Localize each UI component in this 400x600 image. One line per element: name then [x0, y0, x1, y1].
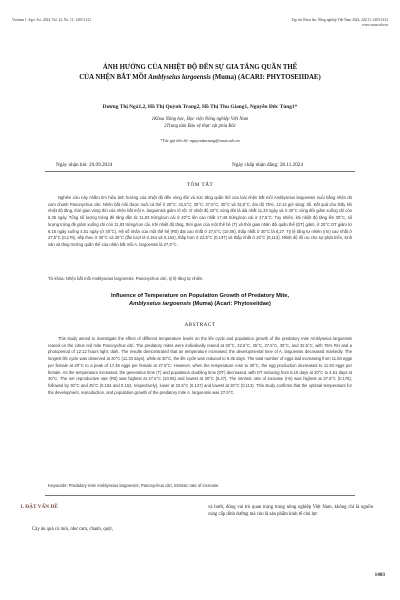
- accepted-date: Ngày chấp nhận đăng: 28.11.2024: [232, 162, 303, 168]
- section-heading-introduction: 1. ĐẶT VẤN ĐỀ: [20, 504, 58, 510]
- journal-citation-en: Vietnam J. Agri. Sci. 2024, Vol. 22, No. 11: 1403-1412: [12, 18, 91, 22]
- affiliations: [30, 116, 370, 130]
- page-number: 1403: [374, 572, 385, 578]
- vn-title-species: Amblyseius largoensis: [148, 73, 211, 81]
- affiliation-1: 1Khoa Nông học, Học viện Nông nghiệp Việt Nam: [151, 117, 249, 122]
- en-abstract-body: This study aimed to investigate the effect of different temperature levels on the life cycle and population growth of the predatory mite Amblyseius largoensis reared on the citrus red mite Panonychus citri. The predatory mites were individually reared at 20°C, 22.5°C, 25°C, 27.5°C, 30°C, and 32.5°C, with 75% RH and a photoperiod of 12:12 hours light: dark. The results demonstrated that as temperature increased, the developmental time of A. largoensis decreased markedly. The longest life cycle was observed at 20°C (11.33 days), while at 30°C, the life cycle was reduced to 6.35 days. The total number of eggs laid increasing from 11.83 eggs per female at 20°C to a peak of 17.48 eggs per female at 27.5°C. However, when the temperature rose to 30°C, the egg production decreased to 11.83 eggs per female. As the temperature increased, the generation time (T) and population doubling time (DT) decreased, with DT reducing from 6.15 days at 20°C to 4.51 days at 30°C. The net reproductive rate (R0) was highest at 27.5°C (10.06) and lowest at 30°C (6.27). The intrinsic rate of increase (rm) was highest at 27.5°C (0.178), followed by 30°C and 25°C (0.154 and 0.162, respectively), lower at 22.5°C (0.137) and lowest at 20°C (0.113). This study confirms that the optimal temperature for the development, reproduction, and population growth of the predatory mite A. largoensis was 27.5°C.: [48, 336, 352, 395]
- divider-bottom: [45, 495, 355, 496]
- en-title: [40, 292, 360, 309]
- vn-title-line2-b: (Muma) (ACARI: PHYTOSEIIDAE): [210, 73, 321, 81]
- vn-abstract-body: Nghiên cứu này nhằm tìm hiểu ảnh hưởng của nhiệt độ đến vòng đời và sức tăng quần thể của loài nhện bắt mồi Amblyseius largoensis nuôi bằng nhện đỏ cam chanh Panonychus citri. Nhện bắt mồi được nuôi cá thể ở 20°C; 22,5°C; 25°C; 27,5°C; 30°C và 32,5°C, ẩm độ 75%, 12:12 giờ sáng: tối. Kết quả cho thấy khi nhiệt độ tăng, thời gian vòng đời của nhện bắt mồi A. largoensis giảm rõ rệt. Ở nhiệt độ 20°C vòng đời là dài nhất 11,33 ngày và ở 30°C vòng đời giảm xuống chỉ còn 6,35 ngày. Tổng số lượng trứng đẻ tăng dần từ 11,83 trứng/con cái ở 20°C lên cao nhất 17,48 trứng/con cái ở 27,5°C. Tuy nhiên, khi nhiệt độ tăng lên 30°C, số lượng trứng đẻ giảm xuống chỉ còn 11,83 trứng/con cái. Khi nhiệt độ tăng, thời gian của một thế hệ (T) và thời gian nhân đôi quần thể (DT) giảm, ở 20°C DT giảm từ 6,15 ngày xuống 4,51 ngày (ở 30°C). Hệ số nhân của một thế hệ (R0) đạt cao nhất ở 27,5°C (10,06), thấp nhất ở 30°C là 6,27. Tỷ lệ tăng tự nhiên (rm) cao nhất ở 27,5°C (0,178), tiếp theo ở 30°C và 25°C (lần lượt là 0,154 và 0,162), thấp hơn ở 22,5°C (0,137) và thấp nhất ở 20°C (0,113). Nhiệt độ tối ưu cho sự phát triển, sinh sản và tăng trưởng quần thể của nhện bắt mồi A. largoensis là 27,5°C.: [48, 195, 352, 248]
- corresponding-contact: *Tác giả liên hệ: nguyenductung@vnua.edu.vn: [160, 138, 240, 143]
- intro-left-column: Cây ăn quả có múi, như cam, chanh, quýt,: [32, 527, 113, 532]
- vn-title-line1: ẢNH HƯỞNG CỦA NHIỆT ĐỘ ĐẾN SỰ GIA TĂNG QUẦN THỂ: [102, 64, 298, 71]
- vn-abstract: [48, 195, 352, 249]
- en-title-species: Amblyseius largoensis: [129, 301, 191, 308]
- intro-right-column: và bưởi, đóng vai trò quan trọng trong nông nghiệp Việt Nam, không chỉ là nguồn cung cấp dinh dưỡng mà còn là sản phẩm kinh tế chủ lực: [208, 505, 373, 518]
- en-title-line2-b: (Muma) (Acari: Phytoseiidae): [191, 301, 271, 308]
- vn-title: [30, 63, 370, 83]
- journal-citation-vn: [291, 18, 388, 28]
- vn-abstract-heading: TÓM TẮT: [186, 182, 214, 188]
- affiliation-2: 2Trung tâm Bảo vệ thực vật phía Bắc: [164, 124, 236, 130]
- en-abstract: [48, 336, 352, 396]
- vn-keywords: Từ khóa: Nhện bắt mồi Amblyseius largoensis, Panonychus citri, tỷ lệ tăng tự nhiên.: [48, 276, 204, 281]
- journal-citation-vn-line: Tạp chí Khoa học Nông nghiệp Việt Nam 2024, 22(11): 1403-1412: [291, 18, 388, 22]
- en-title-line2: [40, 300, 360, 308]
- en-title-line1: Influence of Temperature on Population Growth of Predatory Mite,: [110, 293, 290, 299]
- authors: Dương Thị Ngà1,2, Hồ Thị Quỳnh Trang2, Hồ Thị Thu Giang1, Nguyễn Đức Tùng1*: [102, 104, 298, 110]
- divider-top: [45, 171, 355, 172]
- received-date: Ngày nhận bài: 20.09.2024: [56, 162, 113, 168]
- vn-title-line2: [30, 73, 370, 83]
- vn-title-line2-a: CỦA NHỆN BẮT MỒI: [79, 73, 149, 81]
- journal-website: www.vnua.edu.vn: [361, 23, 388, 28]
- en-abstract-heading: ABSTRACT: [184, 322, 216, 328]
- en-keywords: Keywords: Predatory mite Amblyseius largoensis, Panonychus citri, Intrinsic rate of increase.: [48, 483, 220, 488]
